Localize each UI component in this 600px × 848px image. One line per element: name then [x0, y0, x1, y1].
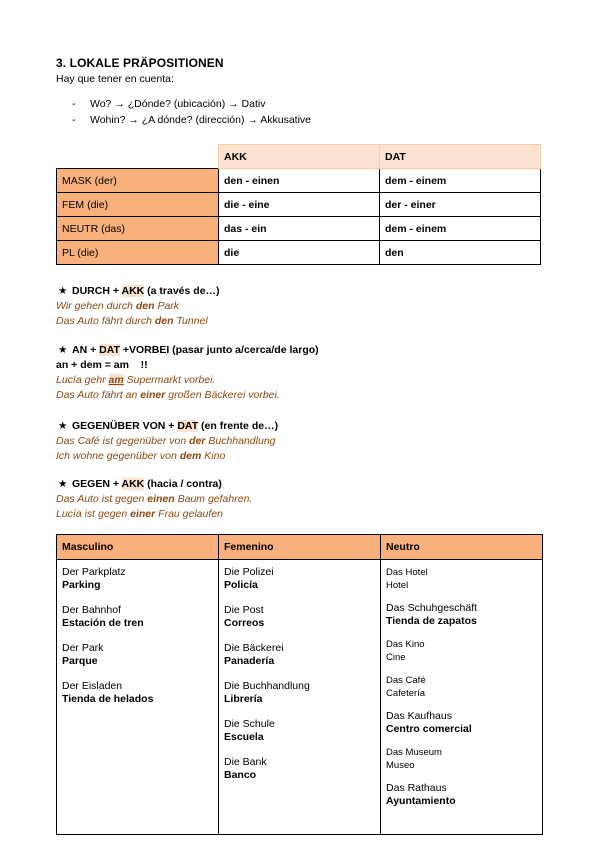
header-akk: AKK [219, 145, 380, 169]
akk-cell: das - ein [219, 217, 380, 241]
vocab-header [57, 535, 543, 560]
example-sentence: Lucía ist gegen einer Frau gelaufen [56, 508, 223, 520]
section-gegenueber [56, 418, 278, 464]
section-an [56, 342, 319, 403]
dat-cell: dem - einem [380, 217, 541, 241]
list-item: Die Buchhandlung Librería [224, 680, 310, 705]
list-item: Die Polizei Policía [224, 566, 274, 591]
table-row [57, 169, 541, 193]
row-label: MASK (der) [57, 169, 219, 193]
header-masculino: Masculino [57, 535, 219, 560]
example-sentence: Das Auto ist gegen einen Baum gefahren. [56, 493, 253, 505]
bullet-marker: - [72, 114, 76, 126]
row-label: NEUTR (das) [57, 217, 219, 241]
list-item: Die Post Correos [224, 604, 265, 629]
list-item: Der Eisladen Tienda de helados [62, 680, 154, 705]
list-item: Der Bahnhof Estación de tren [62, 604, 144, 629]
intro-text: Hay que tener en cuenta: [56, 73, 174, 85]
list-item: Das Museum Museo [386, 747, 442, 771]
example-sentence: Lucía gehr am Supermarkt vorbei. [56, 374, 216, 386]
section-heading: ★ GEGEN + AKK (hacia / contra) [58, 478, 222, 490]
star-icon: ★ [58, 420, 68, 432]
row-label: FEM (die) [57, 193, 219, 217]
example-sentence: Das Auto fährt durch den Tunnel [56, 315, 208, 327]
table-row [57, 193, 541, 217]
header-neutro: Neutro [381, 535, 543, 560]
bullet-marker: - [72, 98, 76, 110]
table-row [57, 217, 541, 241]
section-heading: ★ GEGENÜBER VON + DAT (en frente de…) [58, 420, 279, 432]
list-item: Der Park Parque [62, 642, 104, 667]
list-item: Das Kino Cine [386, 639, 425, 663]
list-item: Das Schuhgeschäft Tienda de zapatos [386, 602, 478, 627]
star-icon: ★ [58, 478, 68, 490]
list-item: Das Hotel Hotel [386, 567, 428, 591]
example-sentence: Ich wohne gegenüber von dem Kino [56, 450, 226, 462]
list-item: Die Bäckerei Panadería [224, 642, 284, 667]
star-icon: ★ [58, 285, 68, 297]
list-item: Der Parkplatz Parking [62, 566, 126, 591]
masculino-column [57, 560, 219, 835]
header-dat: DAT [380, 145, 541, 169]
contraction-rule: an + dem = am !! [56, 359, 148, 371]
list-item: Die Schule Escuela [224, 718, 275, 743]
list-item: Die Bank Banco [224, 756, 267, 781]
example-sentence: Wir gehen durch den Park [56, 300, 180, 312]
vocab-table [56, 534, 543, 835]
section-title: 3. LOKALE PRÄPOSITIONEN [56, 56, 224, 70]
table-row [57, 241, 541, 265]
section-gegen [56, 476, 252, 522]
case-highlight: DAT [99, 344, 120, 356]
case-highlight: DAT [177, 420, 199, 432]
neutro-column [381, 560, 543, 835]
section-heading: ★ DURCH + AKK (a través de…) [58, 285, 220, 297]
star-icon: ★ [58, 344, 68, 356]
dat-cell: den [380, 241, 541, 265]
case-table [56, 144, 541, 265]
case-table-header [57, 145, 541, 169]
bullet-item: - Wo? → ¿Dónde? (ubicación) → Dativ [72, 98, 266, 110]
akk-cell: die [219, 241, 380, 265]
example-sentence: Das Café ist gegenüber von der Buchhandlung [56, 435, 276, 447]
list-item: Das Kaufhaus Centro comercial [386, 710, 472, 735]
case-highlight: AKK [121, 478, 145, 490]
case-highlight: AKK [121, 285, 145, 297]
header-femenino: Femenino [219, 535, 381, 560]
akk-cell: die - eine [219, 193, 380, 217]
list-item: Das Rathaus Ayuntamiento [386, 782, 456, 807]
section-durch [56, 283, 220, 329]
dat-cell: der - einer [380, 193, 541, 217]
dat-cell: dem - einem [380, 169, 541, 193]
section-heading: ★ AN + DAT +VORBEI (pasar junto a/cerca/de largo) [58, 344, 319, 356]
akk-cell: den - einen [219, 169, 380, 193]
list-item: Das Café Cafetería [386, 675, 426, 699]
row-label: PL (die) [57, 241, 219, 265]
example-sentence: Das Auto fährt an einer großen Bäckerei vorbei. [56, 389, 280, 401]
vocab-row [57, 560, 543, 835]
femenino-column [219, 560, 381, 835]
bullet-list [72, 96, 311, 128]
bullet-item: - Wohin? → ¿A dónde? (dirección) → Akkusative [72, 114, 311, 126]
